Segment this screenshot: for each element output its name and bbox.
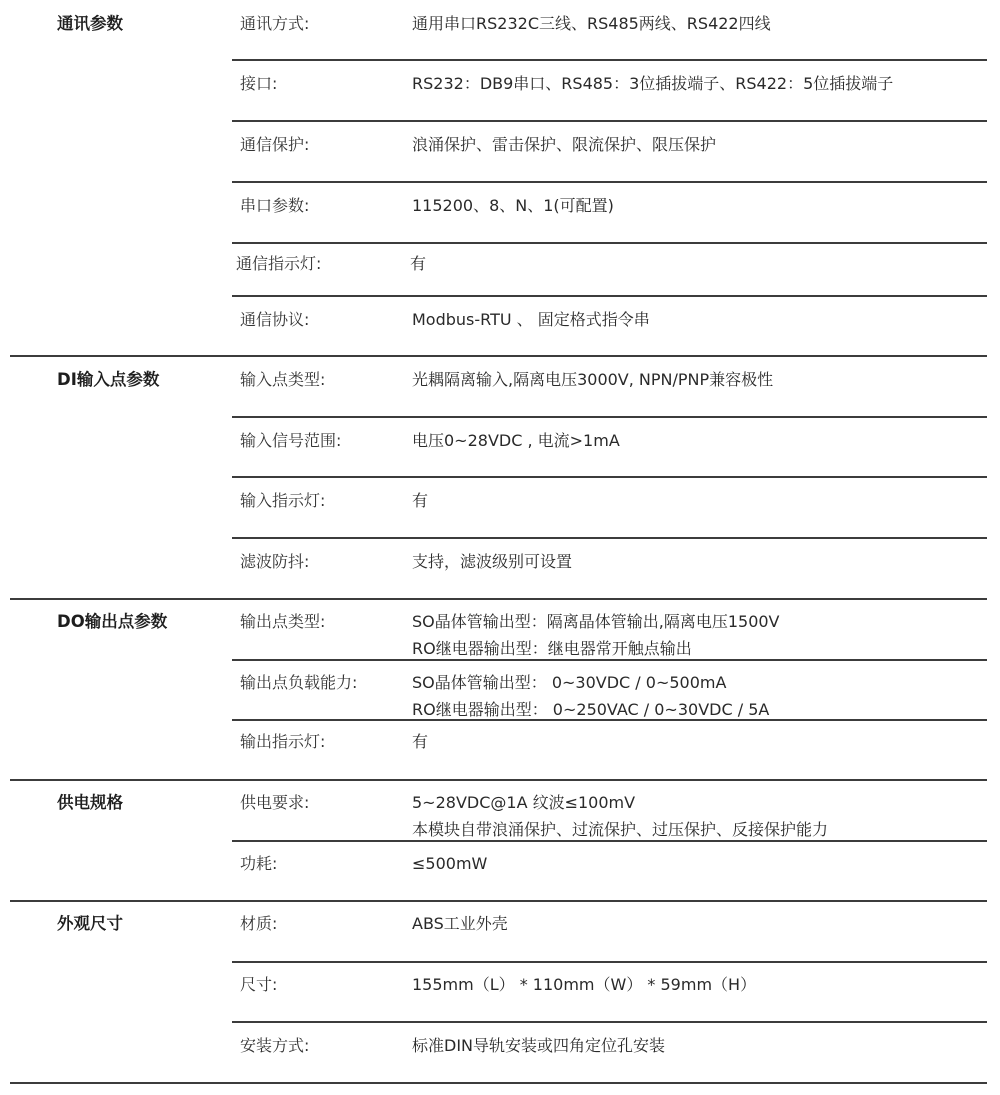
label-comm-mode: 通讯方式: xyxy=(240,14,310,33)
value-do-indicator: 有 xyxy=(412,732,429,751)
label-comm-indicator: 通信指示灯: xyxy=(236,254,322,273)
row-divider xyxy=(232,537,987,539)
label-interface: 接口: xyxy=(240,74,278,93)
label-di-filter: 滤波防抖: xyxy=(240,552,310,571)
label-comm-protocol: 通信协议: xyxy=(240,310,310,329)
value-di-range: 电压0~28VDC , 电流>1mA xyxy=(412,431,620,450)
section-title-do: DO输出点参数 xyxy=(57,612,168,631)
value-serial-params: 115200、8、N、1(可配置) xyxy=(412,196,614,215)
label-comm-protection: 通信保护: xyxy=(240,135,310,154)
label-do-load: 输出点负载能力: xyxy=(240,673,358,692)
value-comm-protection: 浪涌保护、雷击保护、限流保护、限压保护 xyxy=(412,135,717,154)
label-material: 材质: xyxy=(240,914,278,933)
section-title-comm: 通讯参数 xyxy=(57,14,123,33)
value-do-type-ro: RO继电器输出型：继电器常开触点输出 xyxy=(412,639,692,658)
value-interface: RS232：DB9串口、RS485：3位插拔端子、RS422：5位插拔端子 xyxy=(412,74,894,93)
label-di-range: 输入信号范围: xyxy=(240,431,342,450)
section-title-appearance: 外观尺寸 xyxy=(57,914,123,933)
value-mounting: 标准DIN导轨安装或四角定位孔安装 xyxy=(412,1036,666,1055)
value-di-filter: 支持，滤波级别可设置 xyxy=(412,552,573,571)
label-di-indicator: 输入指示灯: xyxy=(240,491,326,510)
row-divider xyxy=(232,961,987,963)
section-title-power: 供电规格 xyxy=(57,793,123,812)
row-divider xyxy=(232,1021,987,1023)
section-divider xyxy=(10,355,987,357)
label-power-consumption: 功耗: xyxy=(240,854,278,873)
row-divider xyxy=(232,59,987,61)
row-divider xyxy=(232,120,987,122)
value-comm-protocol: Modbus-RTU 、 固定格式指令串 xyxy=(412,310,650,329)
section-divider xyxy=(10,779,987,781)
label-do-indicator: 输出指示灯: xyxy=(240,732,326,751)
row-divider xyxy=(232,181,987,183)
row-divider xyxy=(232,416,987,418)
value-do-load-so: SO晶体管输出型： 0~30VDC / 0~500mA xyxy=(412,673,727,692)
value-power-protection: 本模块自带浪涌保护、过流保护、过压保护、反接保护能力 xyxy=(412,820,829,839)
value-comm-indicator: 有 xyxy=(410,254,427,273)
value-do-load-ro: RO继电器输出型： 0~250VAC / 0~30VDC / 5A xyxy=(412,700,770,719)
label-power-req: 供电要求: xyxy=(240,793,310,812)
row-divider xyxy=(232,719,987,721)
label-di-type: 输入点类型: xyxy=(240,370,326,389)
row-divider xyxy=(232,476,987,478)
section-title-di: DI输入点参数 xyxy=(57,370,160,389)
row-divider xyxy=(232,659,987,661)
label-dimensions: 尺寸: xyxy=(240,975,278,994)
label-mounting: 安装方式: xyxy=(240,1036,310,1055)
value-dimensions: 155mm（L） * 110mm（W） * 59mm（H） xyxy=(412,975,757,994)
section-divider xyxy=(10,900,987,902)
row-divider xyxy=(232,840,987,842)
value-material: ABS工业外壳 xyxy=(412,914,508,933)
value-power-req: 5~28VDC@1A 纹波≤100mV xyxy=(412,793,636,812)
value-di-type: 光耦隔离输入,隔离电压3000V, NPN/PNP兼容极性 xyxy=(412,370,774,389)
section-divider xyxy=(10,598,987,600)
value-comm-mode: 通用串口RS232C三线、RS485两线、RS422四线 xyxy=(412,14,771,33)
label-serial-params: 串口参数: xyxy=(240,196,310,215)
value-power-consumption: ≤500mW xyxy=(412,854,488,873)
section-divider xyxy=(10,1082,987,1084)
value-do-type-so: SO晶体管输出型：隔离晶体管输出,隔离电压1500V xyxy=(412,612,780,631)
row-divider xyxy=(232,242,987,244)
label-do-type: 输出点类型: xyxy=(240,612,326,631)
row-divider xyxy=(232,295,987,297)
value-di-indicator: 有 xyxy=(412,491,429,510)
